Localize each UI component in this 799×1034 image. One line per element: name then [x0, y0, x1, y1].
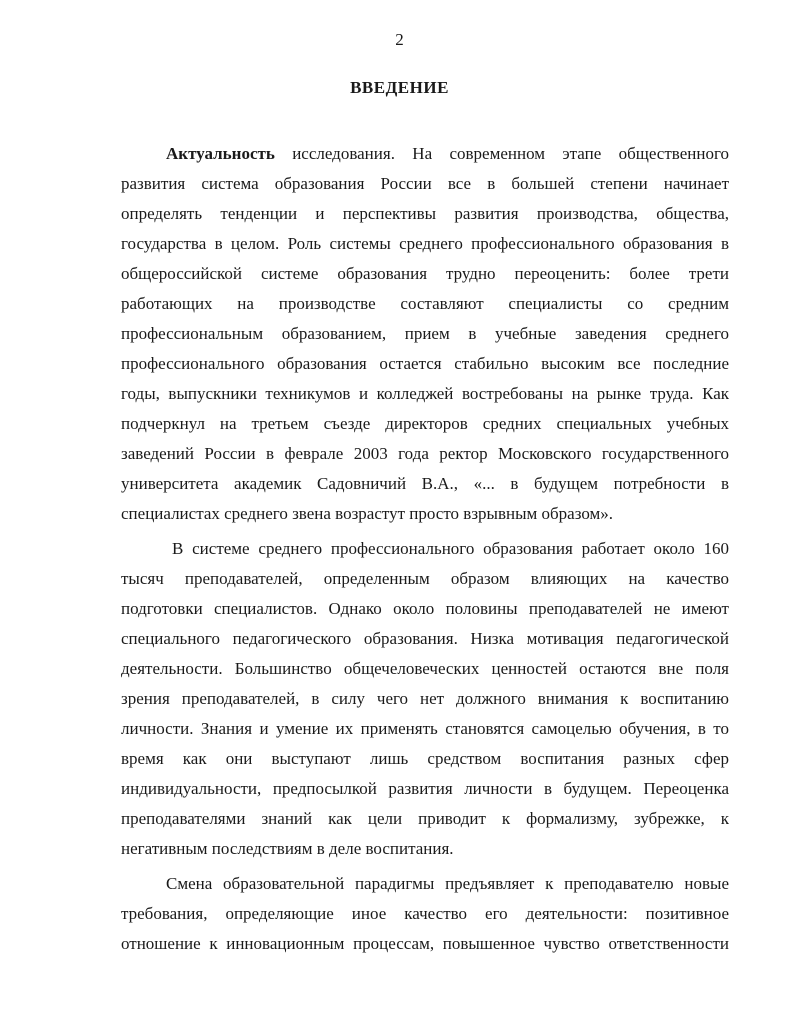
paragraph-2-line: деятельности. Большинство общечеловеческих ценностей остаются вне поля [121, 659, 729, 678]
paragraph-2-line: зрения преподавателей, в силу чего нет должного внимания к воспитанию [121, 689, 729, 708]
paragraph-1-line: развития система образования России все в большей степени начинает [121, 174, 729, 193]
lead-term: Актуальность [166, 144, 275, 163]
paragraph-1-line: государства в целом. Роль системы среднего профессионального образования в [121, 234, 729, 253]
paragraph-1-line: специалистах среднего звена возрастут просто взрывным образом». [121, 504, 614, 523]
paragraph-1-line: профессиональным образованием, прием в учебные заведения среднего [121, 324, 729, 343]
paragraph-1-line: годы, выпускники техникумов и колледжей востребованы на рынке труда. Как [121, 384, 729, 403]
paragraph-1-line: университета академик Садовничий В.А., «... в будущем потребности в [121, 474, 729, 493]
paragraph-2-line: специального педагогического образования. Низка мотивация педагогической [121, 629, 729, 648]
paragraph-1-line: подчеркнул на третьем съезде директоров средних специальных учебных [121, 414, 729, 433]
paragraph-1-line: общероссийской системе образования трудно переоценить: более трети [121, 264, 729, 283]
paragraph-3-line: Смена образовательной парадигмы предъявляет к преподавателю новые [166, 874, 729, 893]
page-number: 2 [395, 30, 404, 49]
paragraph-2-line: индивидуальности, предпосылкой развития личности в будущем. Переоценка [121, 779, 729, 798]
page-title: ВВЕДЕНИЕ [350, 78, 449, 97]
paragraph-1-line-1: Актуальность исследования. На современном этапе общественного [166, 144, 729, 163]
paragraph-2-line: время как они выступают лишь средством воспитания разных сфер [121, 749, 729, 768]
paragraph-1-line: заведений России в феврале 2003 года ректор Московского государственного [121, 444, 729, 463]
paragraph-1-line: работающих на производстве составляют специалисты со средним [121, 294, 729, 313]
paragraph-2-line: В системе среднего профессионального образования работает около 160 [172, 539, 729, 558]
paragraph-2-line: преподавателями знаний как цели приводит к формализму, зубрежке, к [121, 809, 729, 828]
paragraph-1-line: профессионального образования остается стабильно высоким все последние [121, 354, 729, 373]
paragraph-3-line: отношение к инновационным процессам, повышенное чувство ответственности [121, 934, 729, 953]
paragraph-2-line: негативным последствиям в деле воспитания. [121, 839, 454, 858]
paragraph-1-line: определять тенденции и перспективы развития производства, общества, [121, 204, 729, 223]
paragraph-2-line: тысяч преподавателей, определенным образом влияющих на качество [121, 569, 729, 588]
paragraph-3-line: требования, определяющие иное качество его деятельности: позитивное [121, 904, 729, 923]
paragraph-2-line: личности. Знания и умение их применять становятся самоцелью обучения, в то [121, 719, 729, 738]
paragraph-2-line: подготовки специалистов. Однако около половины преподавателей не имеют [121, 599, 729, 618]
